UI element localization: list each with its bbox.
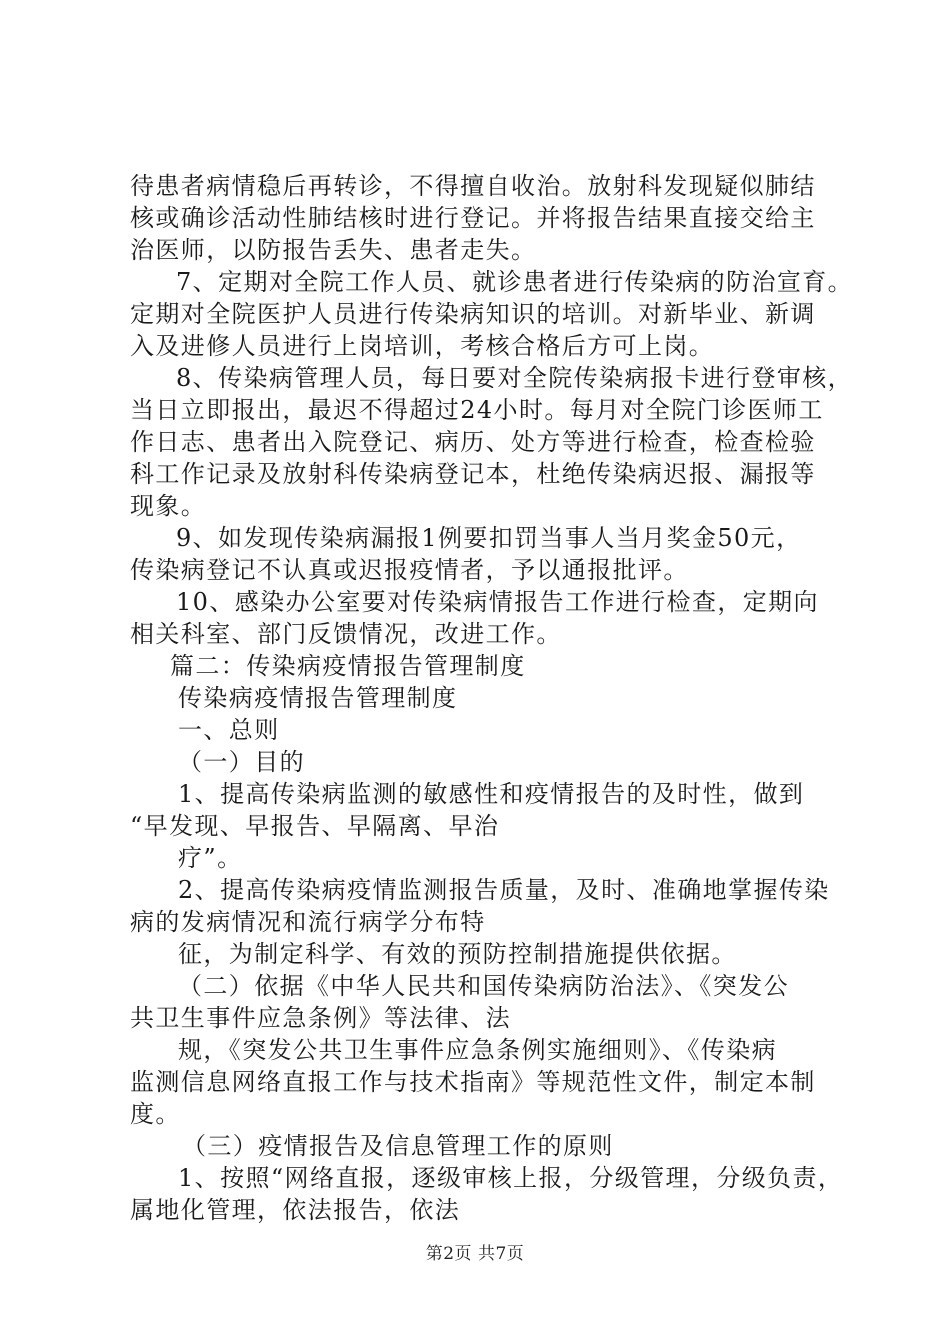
text-line: 10、感染办公室要对传染病情报告工作进行检查，定期向 [176, 588, 819, 616]
text-line: 待患者病情稳后再转诊，不得擅自收治。放射科发现疑似肺结 [130, 172, 816, 200]
text-line: 科工作记录及放射科传染病登记本，杜绝传染病迟报、漏报等 [130, 460, 816, 488]
chapter-heading: 一、总则 [178, 716, 280, 744]
text-line: 9、如发现传染病漏报1例要扣罚当事人当月奖金50元， [176, 524, 802, 552]
text-line: 疗”。 [178, 844, 243, 872]
document-body [130, 170, 854, 1226]
text-line: 相关科室、部门反馈情况，改进工作。 [130, 620, 562, 648]
text-line: 1、按照“网络直报，逐级审核上报，分级管理，分级负责， [178, 1164, 844, 1192]
text-line: 定期对全院医护人员进行传染病知识的培训。对新毕业、新调 [130, 300, 816, 328]
text-line: 当日立即报出，最迟不得超过24小时。每月对全院门诊医师工 [130, 396, 824, 424]
subsection-heading: （一）目的 [178, 748, 305, 776]
text-line: 监测信息网络直报工作与技术指南》等规范性文件，制定本制 [130, 1068, 816, 1096]
text-line: “早发现、早报告、早隔离、早治 [130, 812, 500, 840]
text-line: 征，为制定科学、有效的预防控制措施提供依据。 [178, 940, 737, 968]
text-line: 核或确诊活动性肺结核时进行登记。并将报告结果直接交给主 [130, 204, 816, 232]
text-line: 8、传染病管理人员，每日要对全院传染病报卡进行登审核， [176, 364, 854, 392]
text-line: 属地化管理，依法报告，依法 [130, 1196, 461, 1224]
text-line: 1、提高传染病监测的敏感性和疫情报告的及时性，做到 [178, 780, 805, 808]
subsection-heading: （三）疫情报告及信息管理工作的原则 [182, 1132, 614, 1160]
text-line: 7、定期对全院工作人员、就诊患者进行传染病的防治宣育。 [176, 268, 854, 296]
page-number-footer: 第2页 共7页 [425, 1244, 525, 1264]
text-line: 传染病登记不认真或迟报疫情者，予以通报批评。 [130, 556, 689, 584]
text-line: （二）依据《中华人民共和国传染病防治法》、《突发公 [178, 972, 789, 1000]
text-line: 入及进修人员进行上岗培训，考核合格后方可上岗。 [130, 332, 715, 360]
document-title: 传染病疫情报告管理制度 [178, 684, 458, 712]
text-line: 规，《突发公共卫生事件应急条例实施细则》、《传染病 [178, 1036, 777, 1064]
text-line: 共卫生事件应急条例》等法律、法 [130, 1004, 511, 1032]
text-line: 度。 [130, 1100, 181, 1128]
text-line: 2、提高传染病疫情监测报告质量，及时、准确地掌握传染 [178, 876, 830, 904]
section-heading: 篇二：传染病疫情报告管理制度 [170, 652, 526, 680]
text-line: 病的发病情况和流行病学分布特 [130, 908, 486, 936]
text-line: 治医师，以防报告丢失、患者走失。 [130, 236, 537, 264]
text-line: 现象。 [130, 492, 207, 520]
text-line: 作日志、患者出入院登记、病历、处方等进行检查，检查检验 [130, 428, 816, 456]
